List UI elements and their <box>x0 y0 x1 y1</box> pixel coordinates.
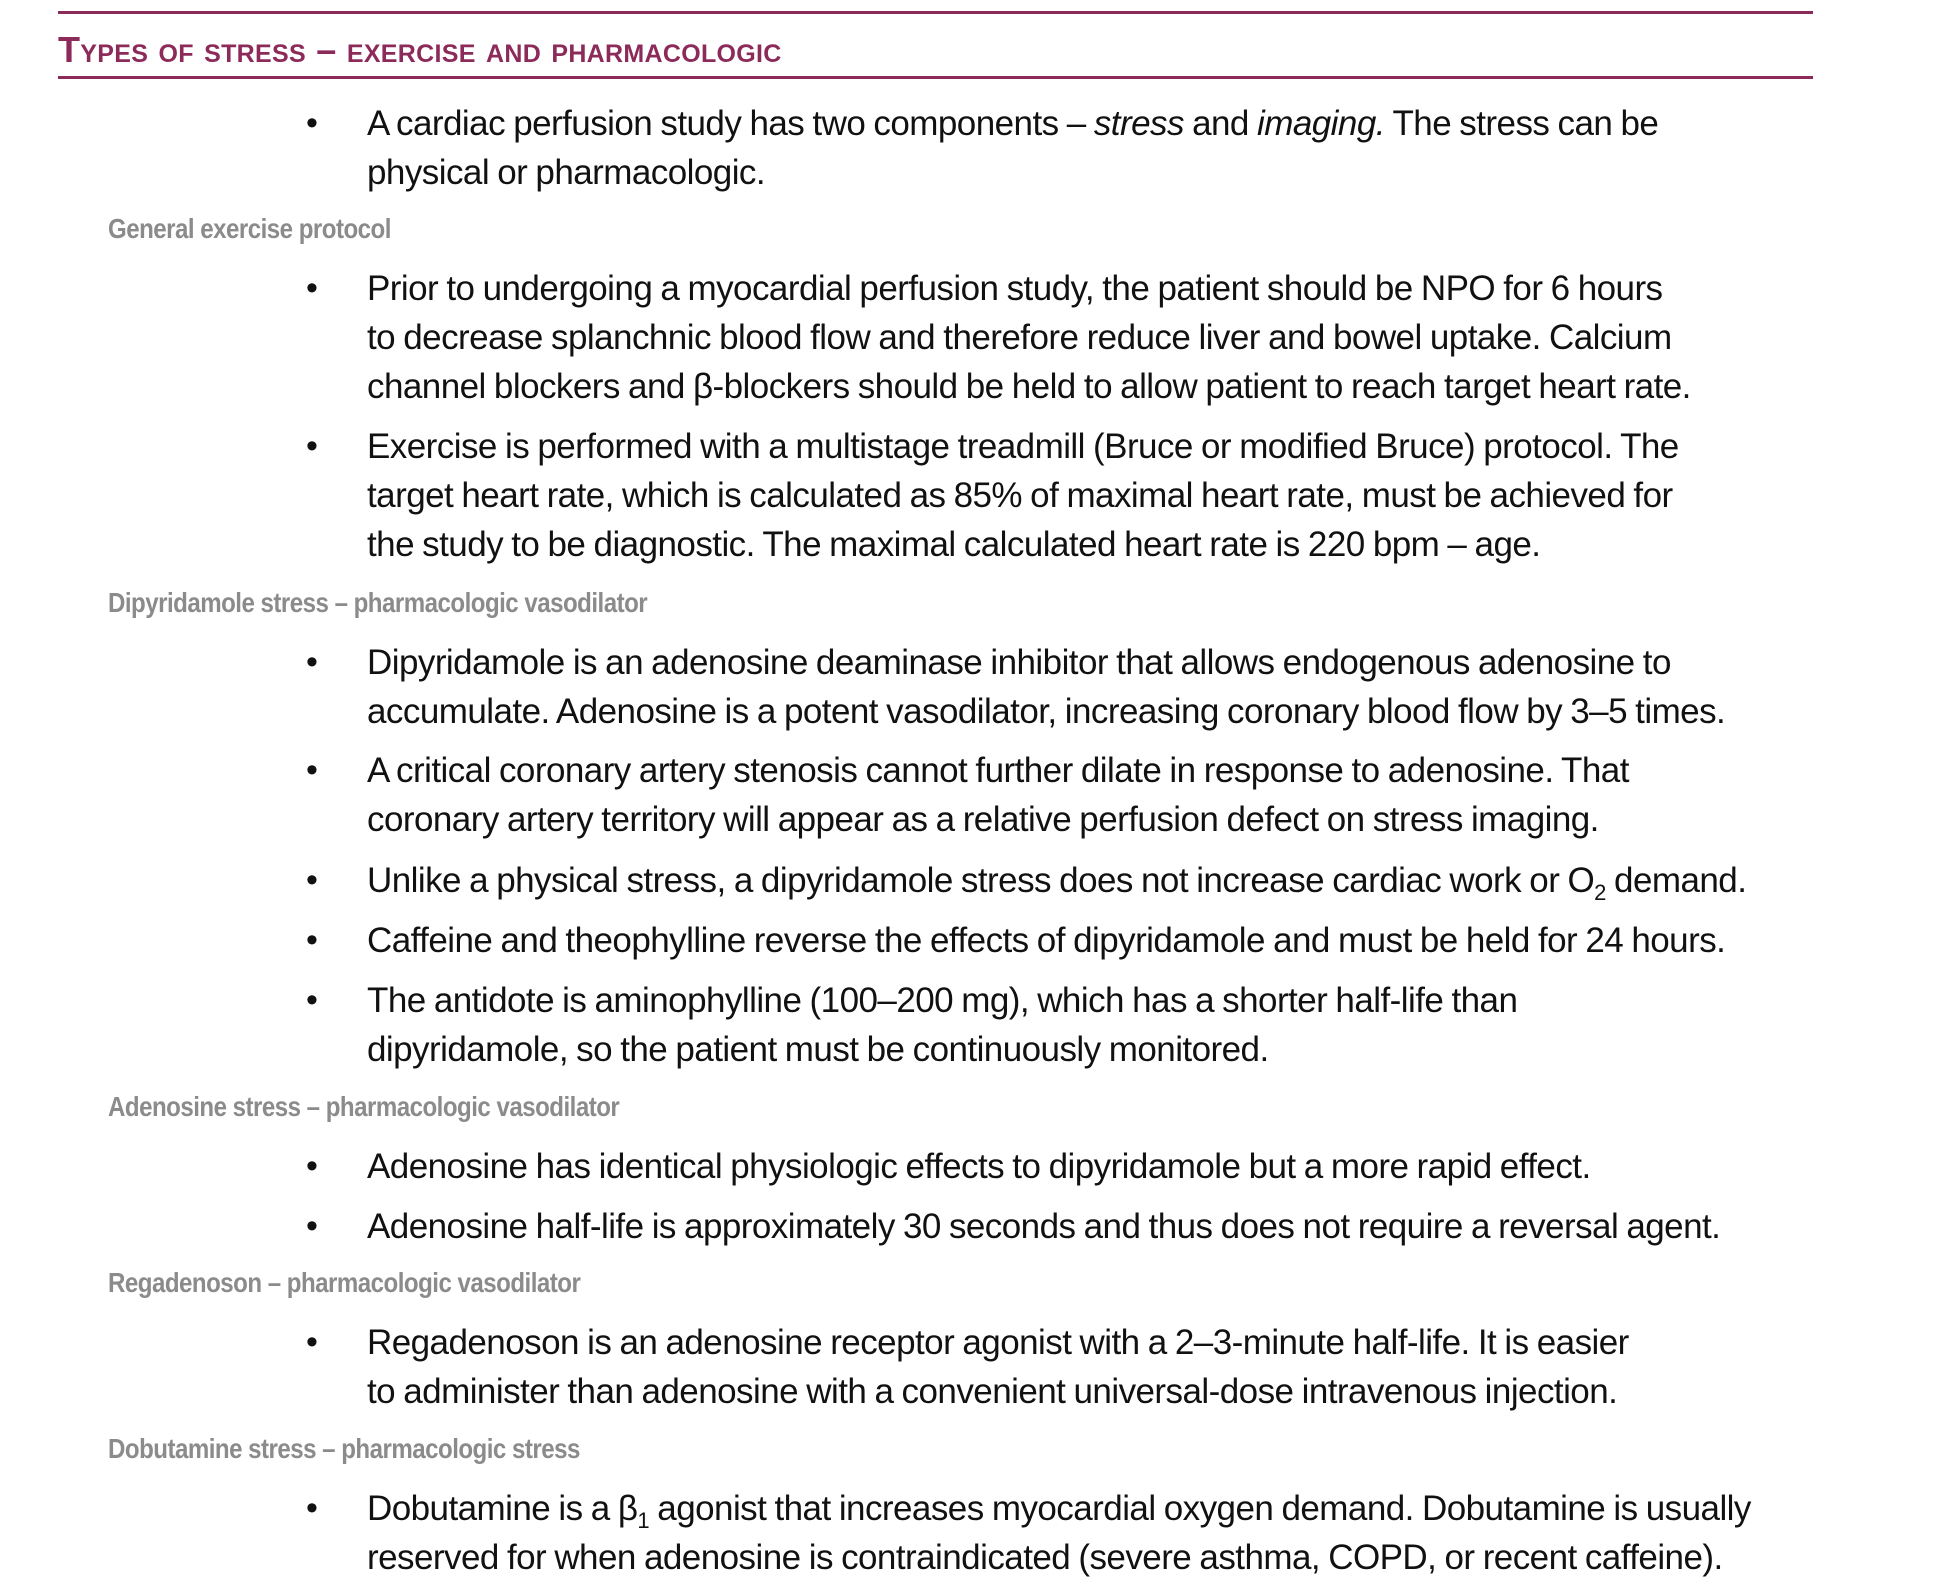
bullet-text: A cardiac perfusion study has two components – stress and imaging. The stress can be physical or pharmacologic. <box>367 104 1659 192</box>
title-bar <box>58 11 1813 79</box>
section-heading-general-exercise: General exercise protocol <box>108 213 391 244</box>
bullet-text: Caffeine and theophylline reverse the effects of dipyridamole and must be held for 24 hours. <box>367 921 1726 960</box>
bullet-icon: • <box>306 1147 318 1185</box>
page-title: Types of stress – exercise and pharmacologic <box>58 29 782 70</box>
bullet-text: Adenosine has identical physiologic effects to dipyridamole but a more rapid effect. <box>367 1147 1591 1186</box>
bullet-icon: • <box>306 643 318 681</box>
bullet-icon: • <box>306 1207 318 1245</box>
section-heading-adenosine: Adenosine stress – pharmacologic vasodilator <box>108 1091 620 1122</box>
bullet-icon: • <box>306 981 318 1019</box>
bullet-icon: • <box>306 104 318 142</box>
bullet-text: The antidote is aminophylline (100–200 mg), which has a shorter half-life than dipyridamole, so the patient must be continuously monitored. <box>367 981 1518 1069</box>
bullet-text: Dobutamine is a $\beta_1$ agonist that increases myocardial oxygen demand. Dobutamine is usually reserved for when adenosine is contraindicated (severe asthma, COPD, or recent caffeine). <box>367 1489 1751 1577</box>
bullet-icon: • <box>306 1323 318 1361</box>
section-heading-dipyridamole: Dipyridamole stress – pharmacologic vasodilator <box>108 587 648 618</box>
bullet-text: Prior to undergoing a myocardial perfusion study, the patient should be NPO for 6 hours to decrease splanchnic blood flow and therefore reduce liver and bowel uptake. Calcium channel blockers and β-blockers should be held to allow patient to reach target heart rate. <box>367 269 1691 406</box>
bullet-text: Adenosine half-life is approximately 30 seconds and thus does not require a reversal agent. <box>367 1207 1721 1246</box>
bullet-text: Exercise is performed with a multistage treadmill (Bruce or modified Bruce) protocol. The target heart rate, which is calculated as 85% of maximal heart rate, must be achieved for the study to be diagnostic. The maximal calculated heart rate is 220 bpm – age. <box>367 427 1679 564</box>
bullet-icon: • <box>306 427 318 465</box>
bullet-icon: • <box>306 1489 318 1527</box>
section-heading-regadenoson: Regadenoson – pharmacologic vasodilator <box>108 1267 581 1298</box>
bullet-icon: • <box>306 861 318 899</box>
section-heading-dobutamine: Dobutamine stress – pharmacologic stress <box>108 1433 580 1464</box>
bullet-icon: • <box>306 751 318 789</box>
bullet-text: Unlike a physical stress, a dipyridamole stress does not increase cardiac work or $O_2$ demand. <box>367 861 1747 905</box>
bullet-text: Dipyridamole is an adenosine deaminase inhibitor that allows endogenous adenosine to accumulate. Adenosine is a potent vasodilator, increasing coronary blood flow by 3–5 times. <box>367 643 1726 731</box>
bullet-text: Regadenoson is an adenosine receptor agonist with a 2–3-minute half-life. It is easier to administer than adenosine with a convenient universal-dose intravenous injection. <box>367 1323 1629 1411</box>
bullet-text: A critical coronary artery stenosis cannot further dilate in response to adenosine. That coronary artery territory will appear as a relative perfusion defect on stress imaging. <box>367 751 1629 839</box>
bullet-icon: • <box>306 921 318 959</box>
bullet-icon: • <box>306 269 318 307</box>
